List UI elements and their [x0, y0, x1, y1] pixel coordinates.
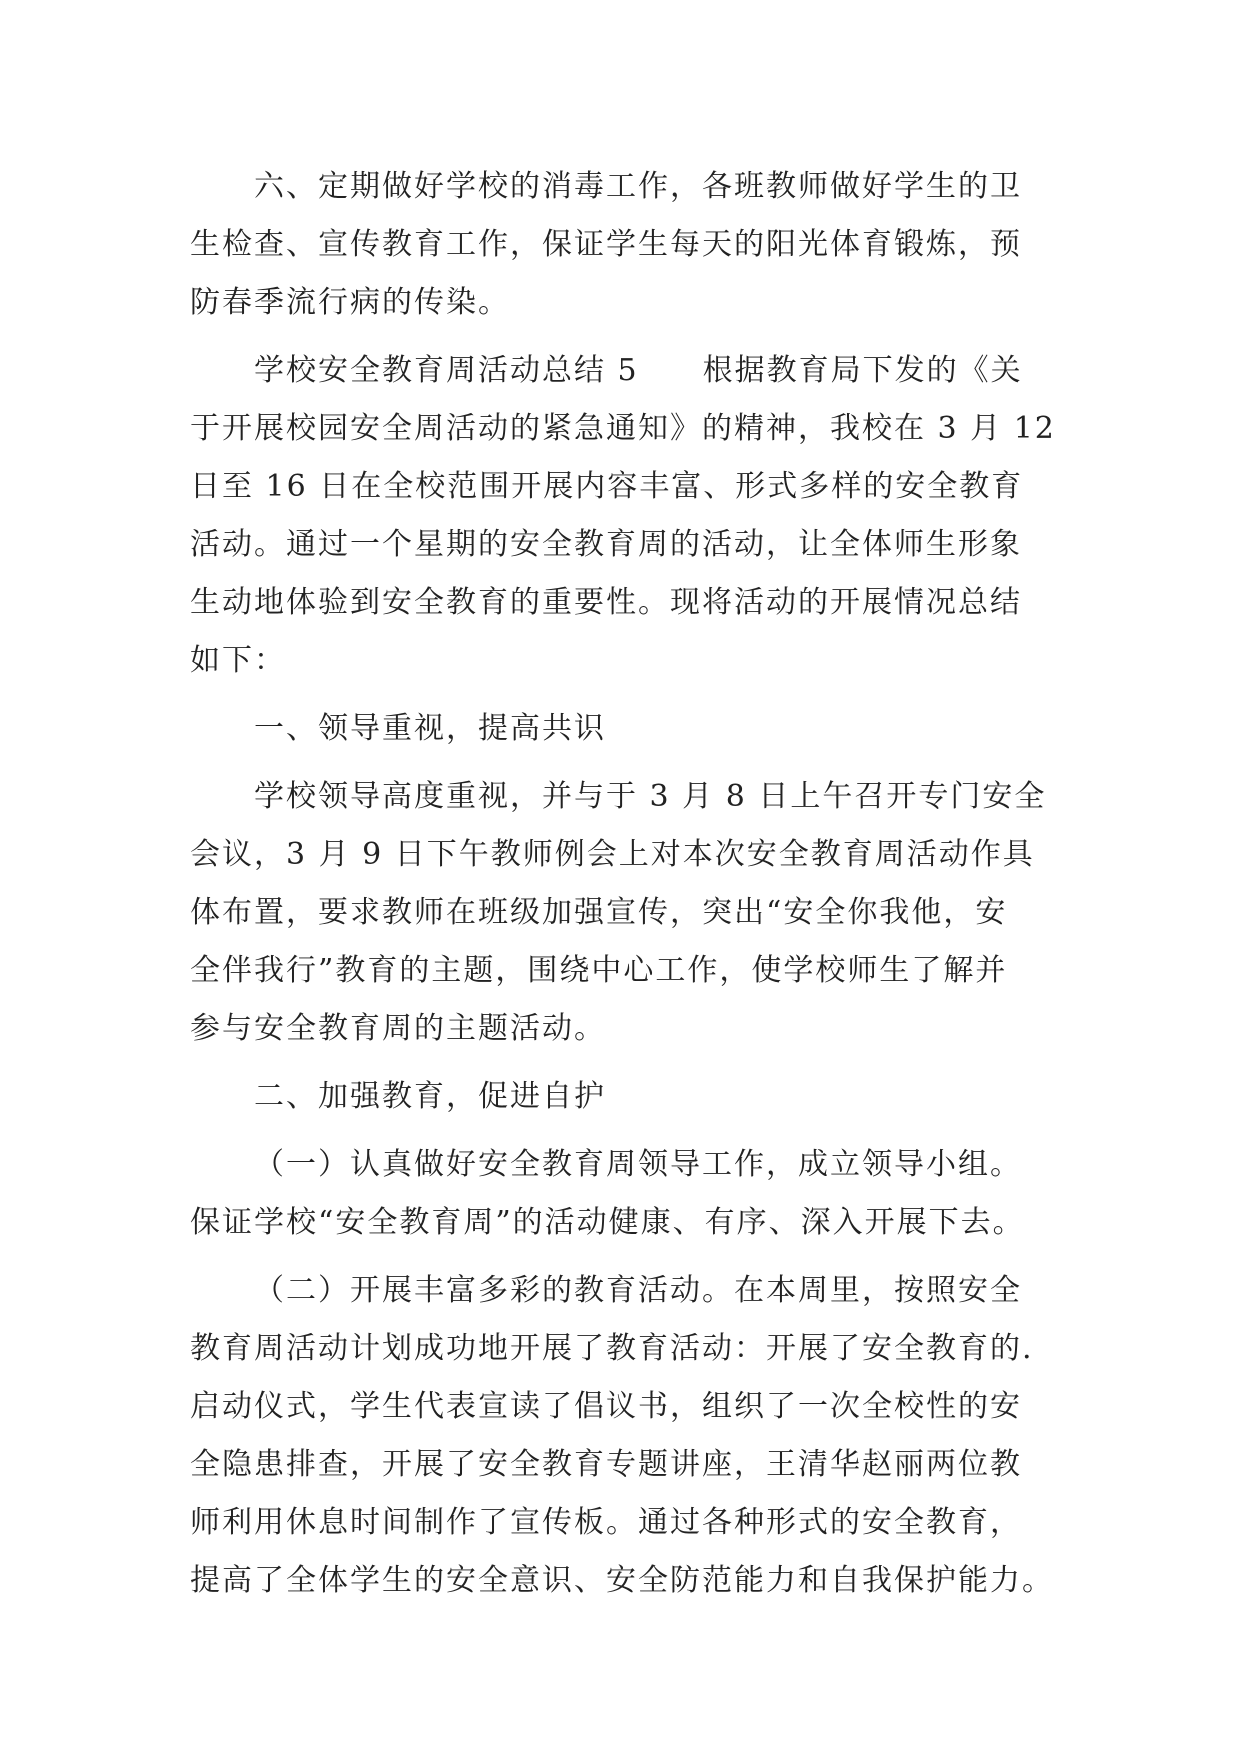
document-body — [190, 158, 1070, 1610]
text-line: 体布置，要求教师在班级加强宣传，突出“安全你我他，安 — [190, 895, 1008, 930]
text-line: 提高了全体学生的安全意识、安全防范能力和自我保护能力。 — [190, 1563, 1054, 1598]
paragraph-gap — [190, 1058, 1070, 1068]
text-line: 学校领导高度重视，并与于 3 月 8 日上午召开专门安全 — [254, 779, 1047, 814]
text-line: 学校安全教育周活动总结 5 根据教育局下发的《关 — [254, 353, 1023, 388]
text-line: 参与安全教育周的主题活动。 — [190, 1011, 606, 1046]
text-line: 生动地体验到安全教育的重要性。现将活动的开展情况总结 — [190, 585, 1022, 620]
paragraph-gap — [190, 332, 1070, 342]
text-line: （一）认真做好安全教育周领导工作，成立领导小组。 — [254, 1147, 1022, 1182]
text-line: 师利用休息时间制作了宣传板。通过各种形式的安全教育， — [190, 1505, 1022, 1540]
text-line: 启动仪式，学生代表宣读了倡议书，组织了一次全校性的安 — [190, 1389, 1022, 1424]
text-line: 生检查、宣传教育工作，保证学生每天的阳光体育锻炼，预 — [190, 227, 1022, 262]
text-line: 如下： — [190, 643, 286, 678]
text-line: 全伴我行”教育的主题，围绕中心工作，使学校师生了解并 — [190, 953, 1008, 988]
text-line: 防春季流行病的传染。 — [190, 285, 510, 320]
text-line: 教育周活动计划成功地开展了教育活动：开展了安全教育的. — [190, 1331, 1034, 1366]
text-line: 全隐患排查，开展了安全教育专题讲座，王清华赵丽两位教 — [190, 1447, 1022, 1482]
text-line: （二）开展丰富多彩的教育活动。在本周里，按照安全 — [254, 1273, 1022, 1308]
text-line: 日至 16 日在全校范围开展内容丰富、形式多样的安全教育 — [190, 469, 1024, 504]
paragraph-gap — [190, 1252, 1070, 1262]
text-line: 保证学校“安全教育周”的活动健康、有序、深入开展下去。 — [190, 1205, 1025, 1240]
paragraph-gap — [190, 690, 1070, 700]
text-line: 二、加强教育，促进自护 — [254, 1079, 606, 1114]
text-line: 活动。通过一个星期的安全教育周的活动，让全体师生形象 — [190, 527, 1022, 562]
text-line: 一、领导重视，提高共识 — [254, 711, 606, 746]
paragraph-gap — [190, 1126, 1070, 1136]
text-line: 于开展校园安全周活动的紧急通知》的精神，我校在 3 月 12 — [190, 411, 1056, 446]
text-line: 会议，3 月 9 日下午教师例会上对本次安全教育周活动作具 — [190, 837, 1035, 872]
text-line: 六、定期做好学校的消毒工作，各班教师做好学生的卫 — [254, 169, 1022, 204]
paragraph-gap — [190, 758, 1070, 768]
